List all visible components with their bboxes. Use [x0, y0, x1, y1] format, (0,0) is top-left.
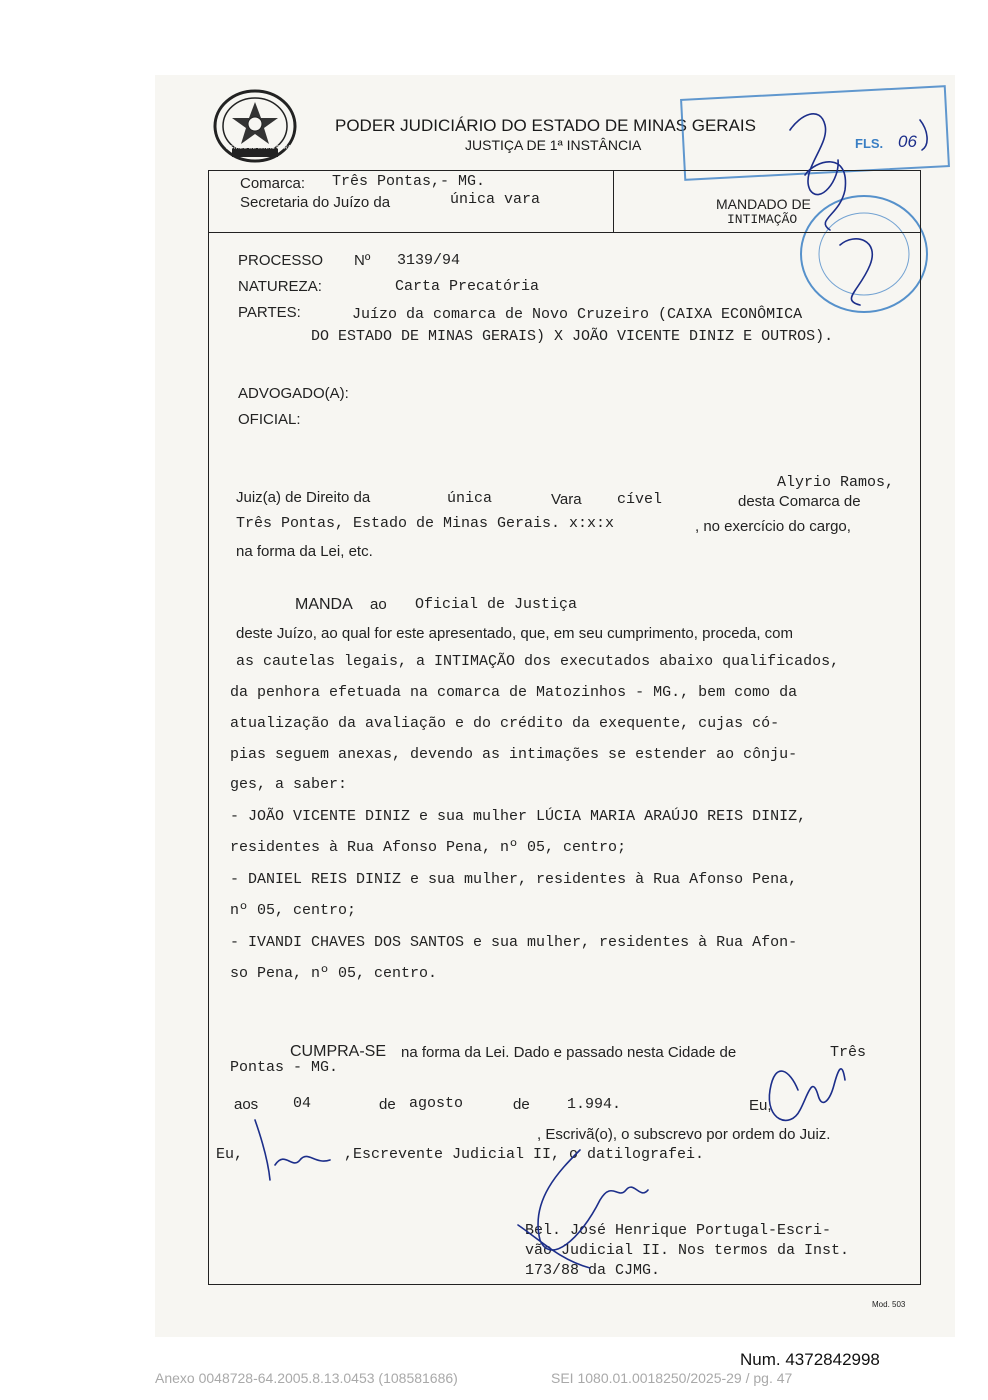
- day-value: 04: [293, 1095, 312, 1112]
- order-intro: deste Juízo, ao qual for este apresentado, que, em seu cumprimento, proceda, com: [236, 625, 793, 642]
- secretaria-value: única vara: [450, 191, 541, 208]
- de-label-2: de: [513, 1096, 530, 1113]
- order-line: - IVANDI CHAVES DOS SANTOS e sua mulher, residentes à Rua Afon-: [230, 934, 798, 951]
- partes-line-2: DO ESTADO DE MINAS GERAIS) X JOÃO VICENTE DINIZ E OUTROS).: [311, 328, 834, 345]
- juiz-label: Juiz(a) de Direito da: [236, 489, 371, 506]
- comarca-label: Comarca:: [240, 175, 306, 192]
- oficial-label: OFICIAL:: [238, 411, 301, 428]
- header-box-bottom: [208, 232, 921, 233]
- cumpra-text: na forma da Lei. Dado e passado nesta Cidade de: [401, 1044, 737, 1061]
- city-part-1: Três: [830, 1044, 867, 1061]
- natureza-label: NATUREZA:: [238, 278, 322, 295]
- order-line: as cautelas legais, a INTIMAÇÃO dos executados abaixo qualificados,: [236, 653, 840, 670]
- vara-label: Vara: [551, 491, 582, 508]
- comarca-de-label: desta Comarca de: [738, 493, 861, 510]
- form-right-border: [920, 170, 921, 1284]
- natureza-value: Carta Precatória: [395, 278, 540, 295]
- footer-anexo: Anexo 0048728-64.2005.8.13.0453 (108581686): [155, 1370, 458, 1386]
- order-line: pias seguem anexas, devendo as intimações se estender ao cônju-: [230, 746, 798, 763]
- order-line: da penhora efetuada na comarca de Matozinhos - MG., bem como da: [230, 684, 798, 701]
- form-bottom-border: [208, 1284, 921, 1285]
- eu-label: Eu,: [749, 1097, 772, 1114]
- order-line: - DANIEL REIS DINIZ e sua mulher, residentes à Rua Afonso Pena,: [230, 871, 798, 888]
- footer-sei: SEI 1080.01.0018250/2025-29 / pg. 47: [551, 1370, 793, 1386]
- escrevente-text: ,Escrevente Judicial II, o datilografei.: [344, 1146, 705, 1163]
- order-line: atualização da avaliação e do crédito da exequente, cujas có-: [230, 715, 780, 732]
- escriva-text: , Escrivã(o), o subscrevo por ordem do Juiz.: [537, 1126, 831, 1143]
- mandado-label: MANDADO DE: [716, 196, 811, 212]
- signer-line-2: vão Judicial II. Nos termos da Inst.: [525, 1242, 850, 1259]
- aos-label: aos: [234, 1096, 259, 1113]
- advogado-label: ADVOGADO(A):: [238, 385, 349, 402]
- exercicio-text: , no exercício do cargo,: [695, 518, 851, 535]
- signer-line-1: Bel. José Henrique Portugal-Escri-: [525, 1222, 832, 1239]
- order-line: nº 05, centro;: [230, 902, 357, 919]
- stamp-fls-label: FLS.: [855, 136, 884, 151]
- numero-label: Nº: [354, 252, 371, 269]
- instance-subtitle: JUSTIÇA DE 1ª INSTÂNCIA: [465, 137, 642, 153]
- partes-line-1: Juízo da comarca de Novo Cruzeiro (CAIXA ECONÔMICA: [352, 306, 803, 323]
- coat-of-arms-seal-icon: [212, 88, 298, 166]
- comarca-de-value: Três Pontas, Estado de Minas Gerais. x:x:x: [236, 515, 615, 532]
- order-line: residentes à Rua Afonso Pena, nº 05, centro;: [230, 839, 627, 856]
- header-box-top: [208, 170, 921, 171]
- stamp-page-number: 06: [898, 132, 917, 151]
- city-part-2: Pontas - MG.: [230, 1059, 339, 1076]
- forma-lei-text: na forma da Lei, etc.: [236, 543, 373, 560]
- seal-text: ESTADO DE MINAS GERAIS: [226, 145, 297, 151]
- processo-label: PROCESSO: [238, 252, 324, 269]
- month-value: agosto: [409, 1095, 464, 1112]
- header-box-divider: [613, 170, 614, 232]
- judge-name: Alyrio Ramos,: [777, 474, 895, 491]
- year-value: 1.994.: [567, 1096, 622, 1113]
- form-model-number: Mod. 503: [872, 1300, 906, 1309]
- eu-typed: Eu,: [216, 1146, 244, 1163]
- comarca-value: Três Pontas,- MG.: [332, 173, 486, 190]
- order-line: so Pena, nº 05, centro.: [230, 965, 438, 982]
- processo-value: 3139/94: [397, 252, 461, 269]
- order-line: - JOÃO VICENTE DINIZ e sua mulher LÚCIA MARIA ARAÚJO REIS DINIZ,: [230, 808, 807, 825]
- order-line: ges, a saber:: [230, 776, 348, 793]
- de-label-1: de: [379, 1096, 396, 1113]
- oficial-value: Oficial de Justiça: [415, 596, 578, 613]
- vara-value: única: [447, 490, 493, 507]
- cumpra-label: CUMPRA-SE: [290, 1043, 387, 1060]
- mandado-type: INTIMAÇÃO: [727, 212, 798, 227]
- partes-label: PARTES:: [238, 304, 301, 321]
- court-title: PODER JUDICIÁRIO DO ESTADO DE MINAS GERAIS: [335, 116, 756, 135]
- form-left-border: [208, 170, 209, 1284]
- vara-type: cível: [617, 491, 663, 508]
- manda-label: MANDA: [295, 596, 353, 613]
- round-court-stamp-icon: [797, 192, 931, 316]
- signer-line-3: 173/88 da CJMG.: [525, 1262, 661, 1279]
- secretaria-label: Secretaria do Juízo da: [240, 194, 391, 211]
- ao-label: ao: [370, 596, 387, 613]
- document-number: Num. 4372842998: [740, 1350, 880, 1369]
